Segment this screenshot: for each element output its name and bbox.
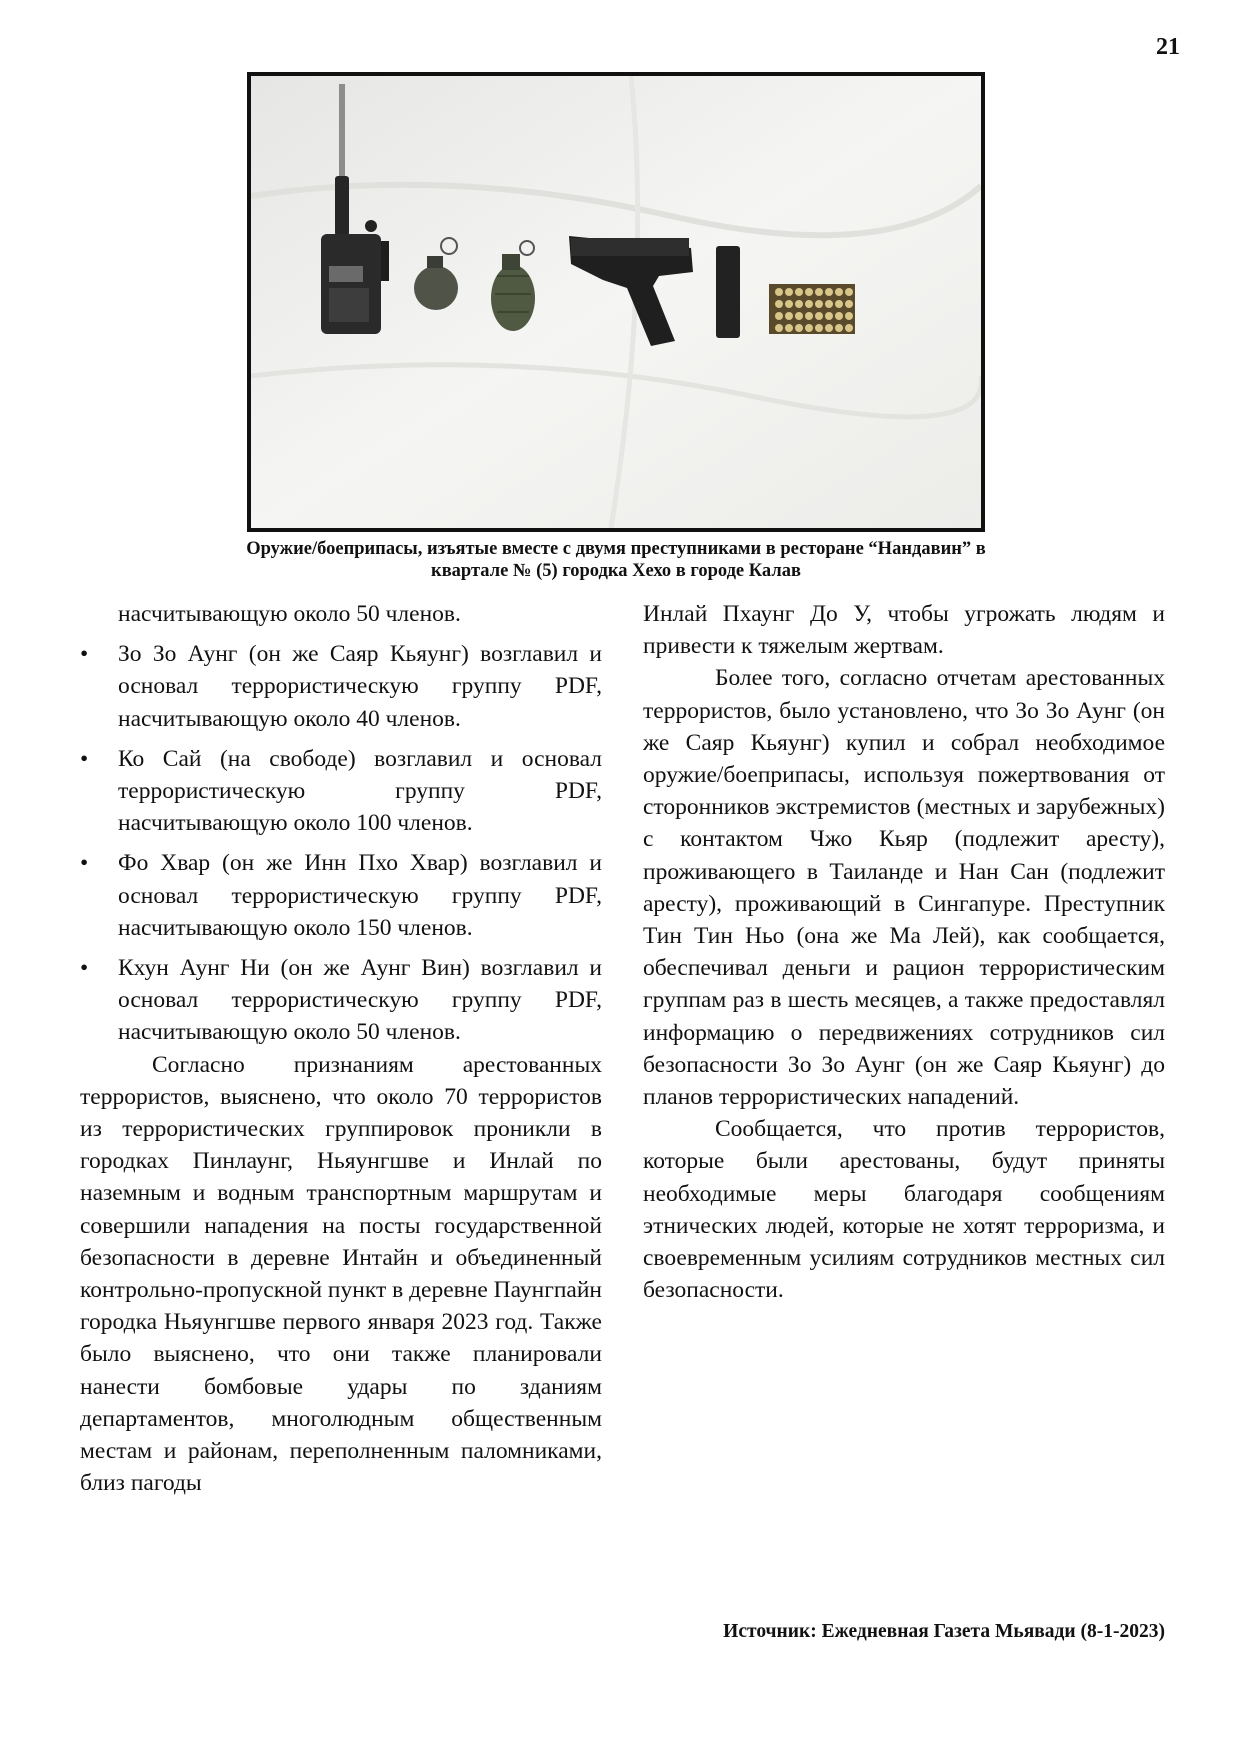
caption-line-2: квартале № (5) городка Хехо в городе Калав xyxy=(431,561,801,581)
ammunition-box-icon xyxy=(769,284,855,334)
right-column xyxy=(643,598,1165,1306)
page-number: 21 xyxy=(1156,34,1180,60)
left-column xyxy=(80,598,602,1499)
caption-line-1: Оружие/боеприпасы, изъятые вместе с двумя преступниками в ресторане “Нандавин” в xyxy=(246,539,986,559)
photo-illustration xyxy=(251,76,981,528)
body-paragraph: Согласно признаниям арестованных террористов, выяснено, что около 70 террористов из террористических группировок проникли в городках Пинлаунг, Ньяунгшве и Инлай по наземным и водным транспортным маршрутам и совершили нападения на посты государственной безопасности в деревне Интайн и объединенный контрольно-пропускной пункт в деревне Паунгпайн городка Ньяунгшве первого января 2023 год. Также было выяснено, что они также планировали нанести бомбовые удары по зданиям департаментов, многолюдным общественным местам и районам, переполненным паломниками, близ пагоды xyxy=(80,1051,602,1497)
body-paragraph: Более того, согласно отчетам арестованных террористов, было установлено, что Зо Зо Аунг (он же Саяр Кьяунг) купил и собрал необходимое оружие/боеприпасы, используя пожертвования от сторонников экстремистов (местных и зарубежных) с контактом Чжо Кьяр (подлежит аресту), проживающего в Таиланде и Нан Сан (подлежит аресту), проживающий в Сингапуре. Преступник Тин Тин Ньо (она же Ма Лей), как сообщается, обеспечивал деньги и рацион террористическим группам раз в шесть месяцев, а также предоставлял информацию о передвижениях сотрудников сил безопасности Зо Зо Аунг (он же Саяр Кьяунг) до планов террористических нападений. xyxy=(643,665,1165,1111)
source-credit: Источник: Ежедневная Газета Мьявади (8-1-2023) xyxy=(723,1621,1165,1642)
paragraph-continuation: Инлай Пхаунг До У, чтобы угрожать людям и привести к тяжелым жертвам. xyxy=(643,601,1165,660)
list-item: • Ко Сай (на свободе) возглавил и основал террористическую группу PDF, насчитывающую около 100 членов. xyxy=(80,743,602,840)
list-item: • Кхун Аунг Ни (он же Аунг Вин) возглавил и основал террористическую группу PDF, насчитывающую около 50 членов. xyxy=(80,952,602,1049)
body-paragraph: Сообщается, что против террористов, которые были арестованы, будут приняты необходимые меры благодаря сообщениям этнических людей, которые не хотят терроризма, и своевременным усилиям сотрудников местных сил безопасности. xyxy=(643,1116,1165,1304)
bullet-continuation: насчитывающую около 50 членов. xyxy=(118,601,461,627)
bullet-list xyxy=(80,638,602,1048)
photo-caption xyxy=(150,538,1082,582)
list-item: • Зо Зо Аунг (он же Саяр Кьяунг) возглавил и основал террористическую группу PDF, насчитывающую около 40 членов. xyxy=(80,638,602,735)
magazine-icon xyxy=(716,246,740,338)
list-item: • Фо Хвар (он же Инн Пхо Хвар) возглавил и основал террористическую группу PDF, насчитывающую около 150 членов. xyxy=(80,847,602,944)
seized-weapons-photo xyxy=(247,72,985,532)
